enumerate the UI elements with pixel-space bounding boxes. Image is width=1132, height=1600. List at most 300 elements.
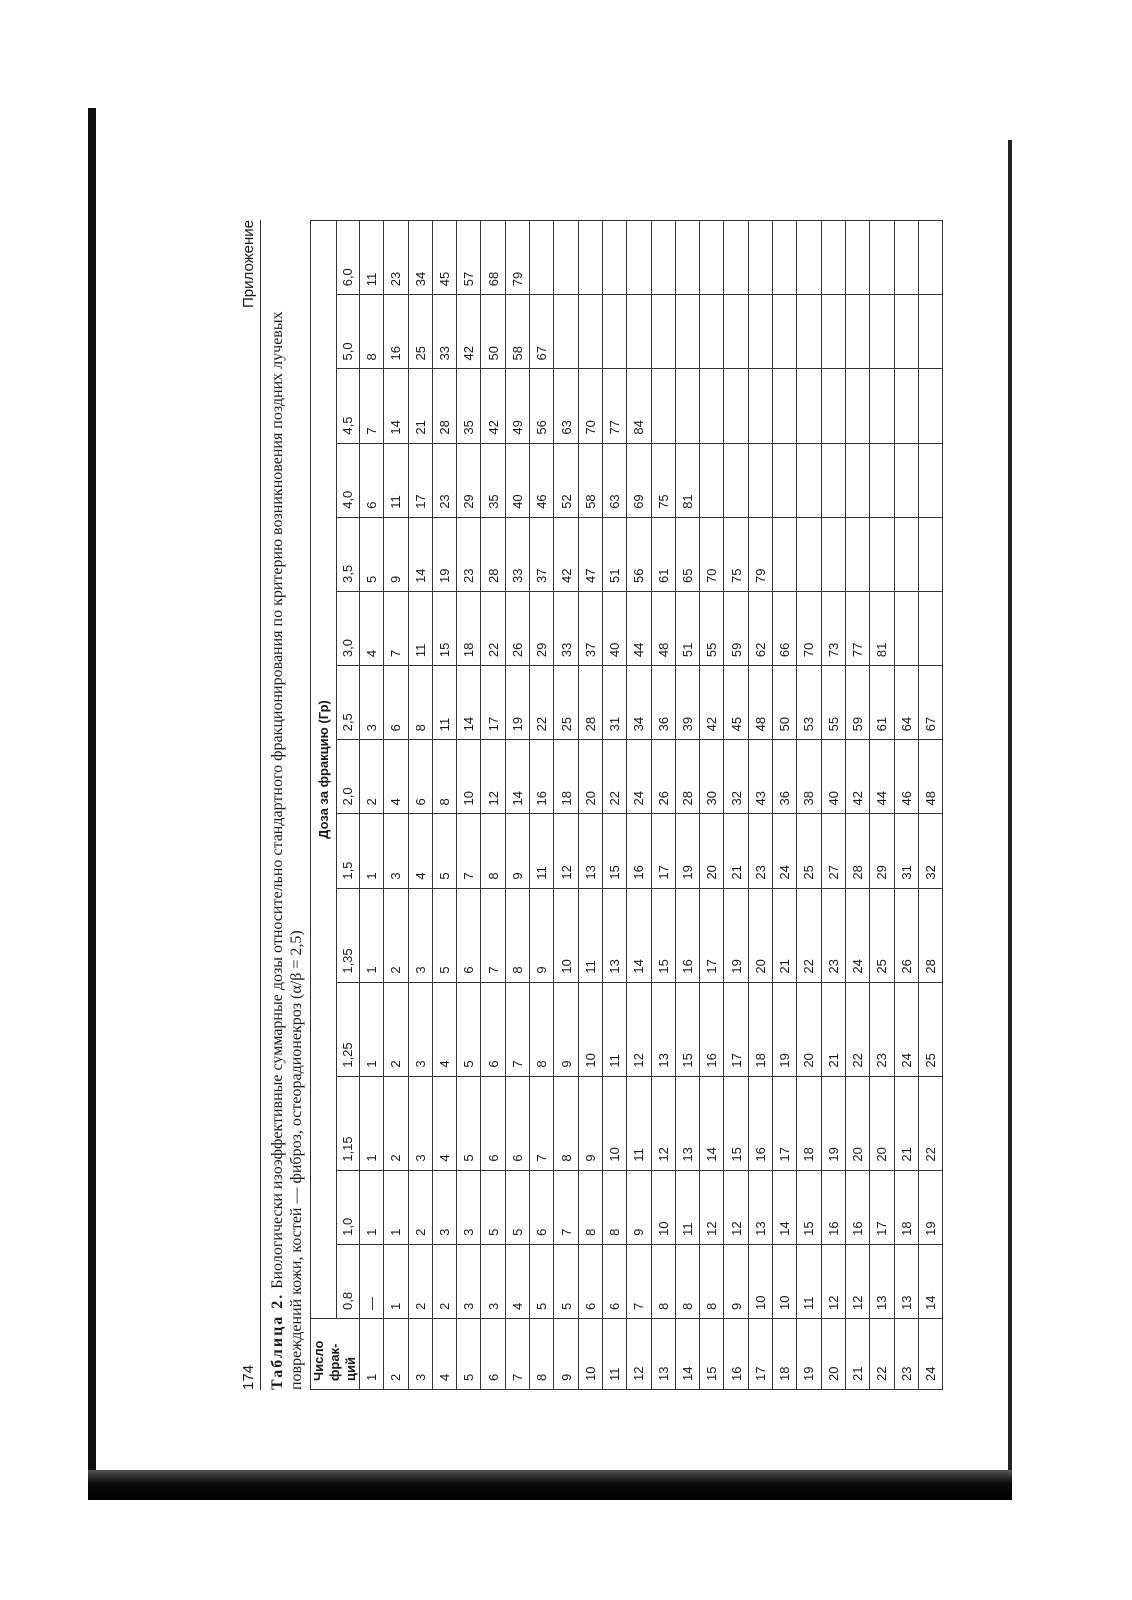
dose-cell <box>700 369 724 443</box>
dose-cell: 23 <box>821 888 845 982</box>
table-row <box>627 221 651 1390</box>
dose-cell: 4 <box>384 740 408 814</box>
table-row <box>602 221 626 1390</box>
dose-cell <box>651 295 675 369</box>
dose-cell: 16 <box>627 814 651 888</box>
dose-cell <box>894 369 918 443</box>
dose-cell <box>845 369 869 443</box>
fraction-count-cell: 5 <box>457 1319 481 1390</box>
fraction-count-cell: 11 <box>602 1319 626 1390</box>
dose-cell: 23 <box>432 443 456 517</box>
dose-cell: 46 <box>530 443 554 517</box>
dose-cell: 58 <box>578 443 602 517</box>
dose-cell: — <box>360 1244 384 1318</box>
dose-cell <box>724 369 748 443</box>
dose-cell: 1 <box>384 1244 408 1318</box>
dose-cell: 22 <box>918 1076 942 1170</box>
dose-cell: 20 <box>870 1076 894 1170</box>
dose-cell: 13 <box>651 982 675 1076</box>
dose-cell <box>627 295 651 369</box>
dose-cell: 13 <box>578 814 602 888</box>
dose-column-header: 2,0 <box>336 740 359 814</box>
dose-cell: 19 <box>821 1076 845 1170</box>
dose-cell: 24 <box>773 814 797 888</box>
dose-cell <box>700 295 724 369</box>
dose-cell <box>797 221 821 295</box>
dose-cell: 40 <box>602 591 626 665</box>
dose-cell <box>894 221 918 295</box>
dose-cell: 45 <box>724 666 748 740</box>
dose-cell: 16 <box>675 888 699 982</box>
dose-cell <box>870 443 894 517</box>
dose-cell: 5 <box>432 888 456 982</box>
dose-cell: 12 <box>821 1244 845 1318</box>
dose-cell: 55 <box>700 591 724 665</box>
dose-cell: 5 <box>360 517 384 591</box>
dose-cell: 12 <box>724 1170 748 1244</box>
dose-cell: 7 <box>457 814 481 888</box>
dose-cell: 21 <box>821 982 845 1076</box>
dose-cell: 3 <box>384 814 408 888</box>
dose-cell: 1 <box>360 1170 384 1244</box>
fraction-count-cell: 24 <box>918 1319 942 1390</box>
dose-cell: 8 <box>505 888 529 982</box>
fraction-count-cell: 7 <box>505 1319 529 1390</box>
dose-cell: 47 <box>578 517 602 591</box>
table-row <box>724 221 748 1390</box>
dose-cell: 25 <box>870 888 894 982</box>
dose-cell <box>821 369 845 443</box>
dose-cell <box>845 443 869 517</box>
dose-cell: 34 <box>627 666 651 740</box>
dose-cell: 23 <box>870 982 894 1076</box>
fraction-count-cell: 17 <box>748 1319 772 1390</box>
dose-cell: 10 <box>773 1244 797 1318</box>
dose-cell: 2 <box>408 1170 432 1244</box>
table-caption <box>268 220 306 1390</box>
dose-cell: 13 <box>675 1076 699 1170</box>
dose-column-header: 1,0 <box>336 1170 359 1244</box>
dose-cell: 24 <box>845 888 869 982</box>
fraction-count-cell: 23 <box>894 1319 918 1390</box>
fraction-count-cell: 4 <box>432 1319 456 1390</box>
dose-cell <box>748 443 772 517</box>
dose-cell: 13 <box>870 1244 894 1318</box>
dose-cell: 2 <box>432 1244 456 1318</box>
dose-cell: 8 <box>360 295 384 369</box>
dose-cell: 42 <box>457 295 481 369</box>
dose-cell: 17 <box>700 888 724 982</box>
dose-cell <box>870 517 894 591</box>
dose-cell <box>845 517 869 591</box>
dose-cell: 14 <box>408 517 432 591</box>
dose-cell <box>918 591 942 665</box>
dose-cell: 8 <box>481 814 505 888</box>
dose-cell <box>554 295 578 369</box>
dose-cell: 16 <box>530 740 554 814</box>
dose-header-row <box>336 221 359 1390</box>
dose-cell: 11 <box>432 666 456 740</box>
dose-cell: 45 <box>432 221 456 295</box>
dose-cell: 73 <box>821 591 845 665</box>
dose-cell: 18 <box>894 1170 918 1244</box>
dose-cell <box>602 295 626 369</box>
dose-cell: 23 <box>457 517 481 591</box>
dose-cell: 1 <box>360 888 384 982</box>
dose-cell: 15 <box>432 591 456 665</box>
dose-cell: 7 <box>360 369 384 443</box>
dose-cell <box>894 443 918 517</box>
dose-column-header: 2,5 <box>336 666 359 740</box>
dose-cell: 7 <box>505 982 529 1076</box>
fraction-count-cell: 1 <box>360 1319 384 1390</box>
dose-cell <box>821 443 845 517</box>
dose-column-header: 1,15 <box>336 1076 359 1170</box>
fraction-count-cell: 14 <box>675 1319 699 1390</box>
scan-edge-left <box>88 108 96 1498</box>
table-row <box>773 221 797 1390</box>
dose-cell: 37 <box>530 517 554 591</box>
dose-cell: 6 <box>360 443 384 517</box>
dose-cell: 1 <box>360 982 384 1076</box>
fraction-count-cell: 12 <box>627 1319 651 1390</box>
dose-cell: 23 <box>384 221 408 295</box>
page-number: 174 <box>240 1364 257 1390</box>
dose-cell <box>773 517 797 591</box>
dose-cell: 8 <box>530 982 554 1076</box>
dose-cell: 22 <box>797 888 821 982</box>
dose-cell: 59 <box>724 591 748 665</box>
table-row <box>821 221 845 1390</box>
dose-cell: 77 <box>845 591 869 665</box>
dose-cell: 19 <box>432 517 456 591</box>
dose-cell <box>675 221 699 295</box>
dose-cell: 57 <box>457 221 481 295</box>
dose-cell: 14 <box>700 1076 724 1170</box>
fractions-header-line: ций <box>343 1357 358 1381</box>
dose-cell: 8 <box>554 1076 578 1170</box>
dose-cell: 10 <box>748 1244 772 1318</box>
dose-cell: 7 <box>530 1076 554 1170</box>
dose-cell: 12 <box>845 1244 869 1318</box>
dose-cell: 13 <box>602 888 626 982</box>
dose-cell: 12 <box>627 982 651 1076</box>
fraction-count-cell: 21 <box>845 1319 869 1390</box>
table-row <box>360 221 384 1390</box>
dose-cell: 11 <box>384 443 408 517</box>
dose-cell: 33 <box>432 295 456 369</box>
dose-cell: 48 <box>748 666 772 740</box>
dose-cell: 9 <box>384 517 408 591</box>
dose-cell: 59 <box>845 666 869 740</box>
dose-cell: 9 <box>530 888 554 982</box>
dose-cell: 18 <box>797 1076 821 1170</box>
dose-cell: 40 <box>505 443 529 517</box>
dose-cell: 8 <box>602 1170 626 1244</box>
dose-cell: 55 <box>821 666 845 740</box>
dose-cell: 69 <box>627 443 651 517</box>
table-row <box>432 221 456 1390</box>
dose-cell <box>797 295 821 369</box>
dose-cell: 29 <box>457 443 481 517</box>
dose-cell: 33 <box>554 591 578 665</box>
dose-cell: 62 <box>748 591 772 665</box>
dose-cell: 32 <box>724 740 748 814</box>
dose-column-header: 6,0 <box>336 221 359 295</box>
dose-cell: 4 <box>432 982 456 1076</box>
dose-cell: 10 <box>651 1170 675 1244</box>
dose-cell <box>918 517 942 591</box>
dose-cell: 27 <box>821 814 845 888</box>
dose-cell: 46 <box>894 740 918 814</box>
dose-cell: 4 <box>360 591 384 665</box>
dose-cell: 25 <box>408 295 432 369</box>
dose-cell: 5 <box>554 1244 578 1318</box>
dose-cell: 11 <box>408 591 432 665</box>
table-row <box>870 221 894 1390</box>
dose-cell <box>821 221 845 295</box>
dose-cell: 16 <box>700 982 724 1076</box>
dose-cell: 24 <box>894 982 918 1076</box>
fraction-count-cell: 19 <box>797 1319 821 1390</box>
dose-cell: 1 <box>360 814 384 888</box>
dose-cell: 14 <box>384 369 408 443</box>
table-row <box>554 221 578 1390</box>
dose-cell: 12 <box>554 814 578 888</box>
table-caption-text: Биологически изоэффективные суммарные дозы относительно стандартного фракционирования по критерию возникновения поздних лучевых повреждений кожи, костей — фиброз, остеорадионекроз (α/β = 2,5) <box>269 311 305 1390</box>
dose-cell: 36 <box>651 666 675 740</box>
fraction-count-cell: 10 <box>578 1319 602 1390</box>
dose-cell: 21 <box>724 814 748 888</box>
dose-cell: 84 <box>627 369 651 443</box>
dose-cell: 43 <box>748 740 772 814</box>
dose-cell: 1 <box>384 1170 408 1244</box>
dose-cell: 31 <box>894 814 918 888</box>
dose-cell <box>724 221 748 295</box>
dose-cell: 7 <box>554 1170 578 1244</box>
dose-column-header: 0,8 <box>336 1244 359 1318</box>
dose-cell: 6 <box>505 1076 529 1170</box>
dose-cell: 2 <box>360 740 384 814</box>
dose-cell: 15 <box>724 1076 748 1170</box>
dose-cell: 22 <box>602 740 626 814</box>
dose-cell: 42 <box>700 666 724 740</box>
dose-cell: 17 <box>724 982 748 1076</box>
table-row <box>457 221 481 1390</box>
dose-cell: 6 <box>578 1244 602 1318</box>
dose-cell <box>894 295 918 369</box>
dose-cell: 3 <box>457 1170 481 1244</box>
dose-cell: 79 <box>748 517 772 591</box>
dose-cell: 3 <box>408 1076 432 1170</box>
dose-cell: 4 <box>408 814 432 888</box>
dose-cell <box>700 221 724 295</box>
fraction-count-cell: 20 <box>821 1319 845 1390</box>
dose-cell: 21 <box>408 369 432 443</box>
group-header-row <box>311 221 337 1390</box>
dose-cell: 18 <box>554 740 578 814</box>
table-row <box>918 221 942 1390</box>
dose-cell: 25 <box>797 814 821 888</box>
dose-cell: 8 <box>675 1244 699 1318</box>
dose-cell: 56 <box>530 369 554 443</box>
dose-cell: 19 <box>918 1170 942 1244</box>
dose-column-header: 4,0 <box>336 443 359 517</box>
dose-cell: 48 <box>651 591 675 665</box>
table-label: Таблица 2. <box>269 1292 286 1390</box>
dose-cell: 42 <box>845 740 869 814</box>
dose-cell: 35 <box>481 443 505 517</box>
dose-cell: 6 <box>602 1244 626 1318</box>
fraction-count-cell: 3 <box>408 1319 432 1390</box>
dose-column-header: 5,0 <box>336 295 359 369</box>
dose-cell: 19 <box>505 666 529 740</box>
dose-cell: 58 <box>505 295 529 369</box>
dose-cell <box>894 591 918 665</box>
dose-cell: 28 <box>918 888 942 982</box>
dose-cell: 6 <box>457 888 481 982</box>
dose-cell <box>845 221 869 295</box>
dose-cell <box>724 443 748 517</box>
dose-cell: 8 <box>432 740 456 814</box>
dose-cell <box>602 221 626 295</box>
dose-cell: 26 <box>894 888 918 982</box>
dose-cell: 15 <box>602 814 626 888</box>
dose-cell: 5 <box>457 1076 481 1170</box>
dose-cell: 9 <box>627 1170 651 1244</box>
fraction-count-cell: 18 <box>773 1319 797 1390</box>
scan-edge-bottom <box>88 1470 1012 1500</box>
dose-cell: 16 <box>748 1076 772 1170</box>
dose-cell: 25 <box>554 666 578 740</box>
dose-cell: 6 <box>384 666 408 740</box>
dose-cell: 17 <box>870 1170 894 1244</box>
dose-cell <box>870 369 894 443</box>
dose-cell <box>651 369 675 443</box>
running-head <box>238 220 261 1390</box>
fraction-count-cell: 13 <box>651 1319 675 1390</box>
dose-cell: 21 <box>773 888 797 982</box>
dose-cell: 5 <box>457 982 481 1076</box>
dose-cell <box>797 443 821 517</box>
dose-cell: 12 <box>481 740 505 814</box>
dose-cell: 32 <box>918 814 942 888</box>
dose-cell: 11 <box>530 814 554 888</box>
dose-cell: 66 <box>773 591 797 665</box>
dose-cell: 14 <box>773 1170 797 1244</box>
dose-cell <box>748 295 772 369</box>
fraction-count-cell: 8 <box>530 1319 554 1390</box>
dose-cell: 6 <box>530 1170 554 1244</box>
dose-cell: 33 <box>505 517 529 591</box>
dose-cell: 81 <box>675 443 699 517</box>
fractions-header <box>311 1319 360 1390</box>
dose-column-header: 1,35 <box>336 888 359 982</box>
dose-cell: 50 <box>481 295 505 369</box>
dose-cell <box>870 295 894 369</box>
dose-cell: 75 <box>724 517 748 591</box>
table-row <box>530 221 554 1390</box>
dose-cell: 22 <box>481 591 505 665</box>
dose-cell: 4 <box>505 1244 529 1318</box>
dose-cell <box>651 221 675 295</box>
dose-cell: 19 <box>724 888 748 982</box>
dose-cell: 37 <box>578 591 602 665</box>
dose-cell: 50 <box>773 666 797 740</box>
dose-column-header: 1,25 <box>336 982 359 1076</box>
table-row <box>675 221 699 1390</box>
table-row <box>797 221 821 1390</box>
dose-cell: 18 <box>457 591 481 665</box>
dose-cell: 2 <box>384 982 408 1076</box>
dose-cell <box>773 443 797 517</box>
dose-cell: 4 <box>432 1076 456 1170</box>
dose-cell: 5 <box>530 1244 554 1318</box>
fraction-count-cell: 15 <box>700 1319 724 1390</box>
dose-cell: 67 <box>918 666 942 740</box>
dose-cell: 20 <box>748 888 772 982</box>
dose-cell: 3 <box>432 1170 456 1244</box>
dose-cell: 81 <box>870 591 894 665</box>
dose-cell: 6 <box>481 982 505 1076</box>
dose-cell: 70 <box>700 517 724 591</box>
dose-cell: 3 <box>481 1244 505 1318</box>
dose-cell: 10 <box>554 888 578 982</box>
dose-cell: 26 <box>651 740 675 814</box>
dose-cell: 17 <box>481 666 505 740</box>
dose-cell: 24 <box>627 740 651 814</box>
dose-cell: 49 <box>505 369 529 443</box>
dose-cell: 13 <box>894 1244 918 1318</box>
table-row <box>481 221 505 1390</box>
dose-column-header: 3,0 <box>336 591 359 665</box>
fraction-count-cell: 6 <box>481 1319 505 1390</box>
dose-cell: 39 <box>675 666 699 740</box>
dose-cell: 14 <box>918 1244 942 1318</box>
dose-cell: 13 <box>748 1170 772 1244</box>
fraction-count-cell: 9 <box>554 1319 578 1390</box>
dose-cell: 7 <box>481 888 505 982</box>
table-row <box>384 221 408 1390</box>
dose-cell: 15 <box>651 888 675 982</box>
dose-cell <box>870 221 894 295</box>
dose-cell <box>773 369 797 443</box>
dose-cell: 9 <box>578 1076 602 1170</box>
dose-cell <box>578 221 602 295</box>
dose-cell: 10 <box>602 1076 626 1170</box>
dose-cell: 21 <box>894 1076 918 1170</box>
dose-cell <box>773 221 797 295</box>
fraction-count-cell: 16 <box>724 1319 748 1390</box>
dose-cell: 5 <box>432 814 456 888</box>
dose-cell: 48 <box>918 740 942 814</box>
dose-cell: 2 <box>408 1244 432 1318</box>
dose-cell <box>918 443 942 517</box>
dose-cell: 34 <box>408 221 432 295</box>
dose-cell: 22 <box>845 982 869 1076</box>
table-row <box>578 221 602 1390</box>
dose-cell: 5 <box>481 1170 505 1244</box>
table-row <box>651 221 675 1390</box>
fraction-count-cell: 22 <box>870 1319 894 1390</box>
dose-cell: 11 <box>797 1244 821 1318</box>
dose-cell: 28 <box>578 666 602 740</box>
dose-group-header: Доза за фракцию (Гр) <box>311 221 337 1319</box>
dose-cell: 31 <box>602 666 626 740</box>
dose-cell: 23 <box>748 814 772 888</box>
dose-cell: 6 <box>408 740 432 814</box>
dose-cell: 40 <box>821 740 845 814</box>
